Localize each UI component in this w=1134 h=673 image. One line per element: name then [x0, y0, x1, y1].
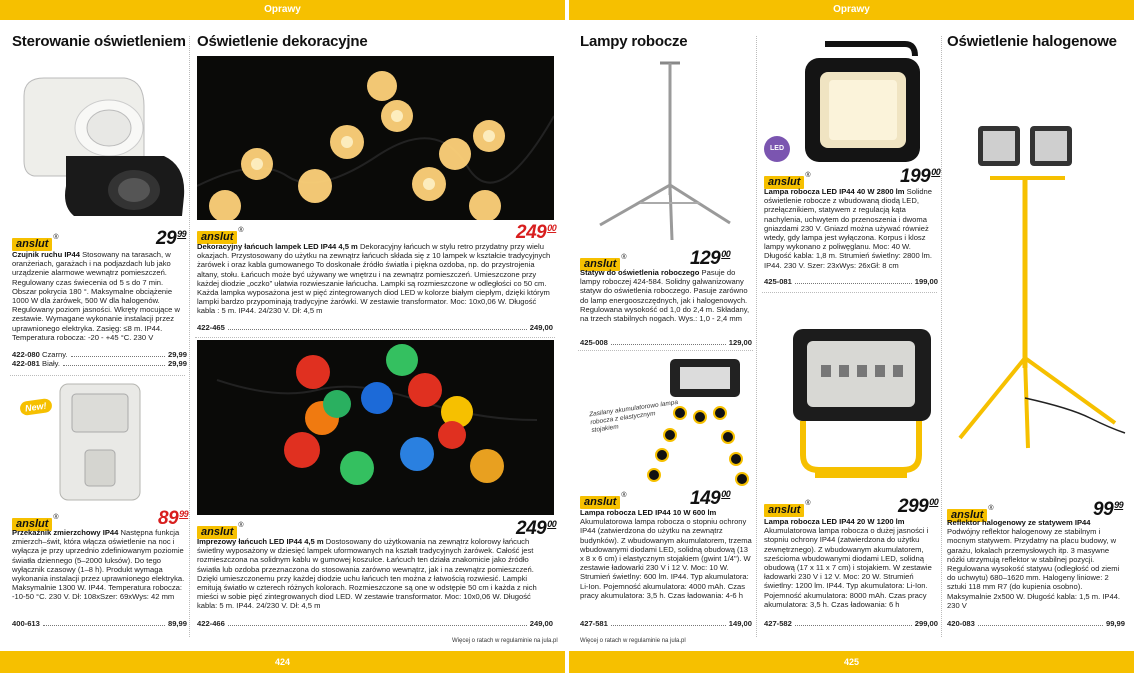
ref-row: 422-081 Biały. 29,99	[12, 359, 187, 369]
footer-bar-left	[0, 651, 565, 673]
brand-logo: anslut®	[580, 492, 627, 510]
price-tag: $249^{00}$	[516, 222, 557, 243]
price-tag: $199^{00}$	[900, 166, 941, 187]
brand-logo: anslut®	[12, 514, 59, 532]
footer-note-left: Więcej o ratach w regulaminie na jula.pl	[452, 638, 558, 644]
page-number-left: 424	[274, 657, 291, 667]
motion-sensor-image	[14, 66, 186, 228]
header-bar-left	[0, 0, 565, 20]
divider	[189, 36, 190, 637]
ref-row: 420-083 99,99	[947, 619, 1125, 628]
brand-logo: anslut®	[764, 172, 811, 190]
halogen-tripod-image	[950, 118, 1130, 458]
led-badge: LED	[764, 136, 790, 162]
ref-row: 422-465 249,00	[197, 323, 553, 332]
footer-note-right: Więcej o ratach w regulaminie na jula.pl	[580, 638, 686, 644]
price-tag: $89^{99}$	[158, 508, 189, 529]
battery-work-lamp-image	[785, 325, 935, 480]
header-label-right: Oprawy	[833, 4, 870, 15]
brand-logo: anslut®	[580, 254, 627, 272]
handwritten-note: Zasilany akumulatorowo lampa robocza z elastycznym stojakiem	[588, 398, 679, 435]
price-tag: $129^{00}$	[690, 248, 731, 269]
ref-row: 422-080 Czarny. 29,99	[12, 350, 187, 359]
brand-logo: anslut®	[12, 234, 59, 252]
section-title-halogen: Oświetlenie halogenowe	[947, 33, 1117, 50]
brand-logo: anslut®	[947, 505, 994, 523]
brand-logo: anslut®	[197, 522, 244, 540]
divider	[756, 36, 757, 637]
ref-row: 422-466 249,00	[197, 619, 553, 628]
product-description: Lampa robocza LED IP44 10 W 600 lm Akumulatorowa lampa robocza o stopniu ochrony IP44 (zatwierdzona do użytku na zewnątrz budynków). Z wbudowanym akumulatorem, trzema wbudowanymi diodami LED, solidną obudową (13 x 8 x 6 cm) i elastycznym stojakiem (gwint 1/4"). W zestawie ładowarki 230 V i 12 V. Moc: 10 W. Strumień świetlny: 600 lm. IP44. Typ akumulatora: Li-Ion. Pojemność akumulatora: 4000 mAh. Czas pracy akumulatora: 3,5 h. Czas ładowania: 4-6 h	[580, 508, 752, 600]
divider	[195, 337, 555, 338]
header-label-left: Oprawy	[264, 4, 301, 15]
price-tag: $299^{00}$	[898, 496, 939, 517]
product-description: Czujnik ruchu IP44 Stosowany na tarasach, w oranżeriach, garażach i na podjazdach lub jako urządzenie alarmowe wewnątrz pomieszczeń. Regulowany czas świecenia od 5 s do 7 min. Obszar pokrycia 180 °. Maksymalne obciążenie 1000 W dla żarówek, 500 W dla halogenów. Regulowany poziom jasności. Wkręty mocujące w zestawie. Wymagane wykonanie instalacji przez uprawnionego elektryka. Zasięg: ≤8 m. IP44. Temperatura robocza: -20 - +45 °C. 230 V	[12, 250, 180, 342]
ref-row: 400-613 89,99	[12, 619, 187, 628]
brand-logo: anslut®	[764, 500, 811, 518]
section-title-decor: Oświetlenie dekoracyjne	[197, 33, 368, 50]
product-description: Lampa robocza LED IP44 20 W 1200 lm Akumulatorowa lampa robocza o dużej jasności i stopniu ochrony IP44 (zatwierdzona do użytku zewnętrznego). Z wbudowanym akumulatorem, sześcioma wbudowanymi diodami LED, solidną obudową (17 x 11 x 7 cm) i stojakiem. W zestawie ładowarki 230 V i 12 V. Moc: 20 W. Strumień świetlny: 1200 lm. IP44. Typ akumulatora: Li-Ion. Pojemność akumulatora: 8000 mAh. Czas pracy akumulatora: 3,5 h. Czas ładowania: 6 h	[764, 517, 932, 609]
price-tag: $149^{00}$	[690, 488, 731, 509]
product-description: Statyw do oświetlenia roboczego Pasuje do lampy roboczej 424-584. Solidny galwanizowany statyw do oświetlenia roboczego. Pasuje zarówno do lamp energooszczędnych, jak i halogenowych. Regulowana wysokość od 1,0 do 2,4 m. Składany, na trzech stabilnych nogach. Wys.: 1,0 - 2,4 mm	[580, 268, 750, 324]
product-description: Reflektor halogenowy ze statywem IP44 Podwójny reflektor halogenowy ze stabilnym i mocnym statywem. Przydatny na placu budowy, w garażu, lokalach przemysłowych itp. 3 masywne nóżki utrzymują reflektor w stabilnej pozycji. Regulowana wysokość statywu (odległość od ziemi do uchwytu) 680–1620 mm. Halogeny liniowe: 2 sztuki 118 mm R7 (do kupienia osobno). Maksymalnie 2x500 W. Długość kabla: 1,5 m. IP44. 230 V	[947, 518, 1121, 610]
product-refs	[12, 350, 187, 368]
header-bar-right	[569, 0, 1134, 20]
divider	[762, 292, 937, 293]
price-tag: $29^{99}$	[156, 228, 187, 249]
tripod-stand-image	[590, 55, 740, 245]
page-number-right: 425	[843, 657, 860, 667]
price-tag: $249^{00}$	[516, 518, 557, 539]
colored-light-chain-image	[197, 340, 554, 515]
divider	[941, 36, 942, 637]
new-badge: New!	[19, 398, 52, 416]
brand-logo: anslut®	[197, 227, 244, 245]
section-title-work: Lampy robocze	[580, 33, 688, 50]
ref-row: 427-582 299,00	[764, 619, 938, 628]
product-description: Imprezowy łańcuch LED IP44 4,5 m Dostosowany do użytkowania na zewnątrz kolorowy łańcuch świetlny wyposażony w dziesięć lampek uformowanych na kształt tradycyjnych żarówek. Całość jest rozmieszczona na solidnym kablu w gumowej koszulce. Łańcuch ten działa znakomicie jako źródło światła lub ozdoba przeznaczona do stosowania zarówno wewnątrz, jak i na zewnątrz pomieszczeń. Dzięki umieszczonemu przy każdej diodzie uchu łańcuch ten można z łatwością rozwiesić. Lampki emitują światło w czterech różnych kolorach. Rozmieszczone są one w odstępie 50 cm i każda z nich mieści w sobie pięć zintegrowanych diod LED. W zestawie transformator. Moc: 10x0,06 W. Długość kabla: 5 m. IP44. 24/230 V. Dł: 4,5 m	[197, 537, 537, 611]
footer-bar-right	[569, 651, 1134, 673]
warm-light-chain-image	[197, 56, 554, 220]
ref-row: 425-008 129,00	[580, 338, 752, 347]
ref-row: 425-081 199,00	[764, 277, 938, 286]
price-tag: $99^{99}$	[1093, 499, 1124, 520]
product-description: Przekaźnik zmierzchowy IP44 Następna funkcja zmierzch–świt, która włącza oświetlenie na noc i wyłącza je przy uprzednio zdefiniowanym poziomie światła dziennego (5–2000 luksów). Do tego wyłącznik czasowy (1–8 h). Produkt wymaga wykonania instalacji przez uprawnionego elektryka. Maksymalnie 1300 W. IP44. Temperatura robocza: -10-50 °C. 230 V. Dł: 108xSzer: 69xWys: 42 mm	[12, 528, 185, 602]
divider	[10, 375, 185, 376]
product-description: Dekoracyjny łańcuch lampek LED IP44 4,5 m Dekoracyjny łańcuch w stylu retro przydatny przy wielu okazjach. Przystosowany do użytku na zewnątrz łańcuch składa się z 10 lampek w kształcie tradycyjnych żarówek i oraz kabla gumowanego To doskonałe źródło światła i piękna ozdoba, np. do przystrojenia altany, stołu. Łańcuch może być używany we wnętrzu i na zewnątrz pomieszczeń. Umieszczone przy każdej diodzie „oczko” ułatwia rozwieszanie łańcucha. Lampki są rozmieszczone w odległości co 50 cm. Każda lampka wyposażona jest w pięć zintegrowanych diod LED w kolorze białym ciepłym, dzięki którym lampki bardzo przypominają tradycyjne żarówki. W zestawie transformator. Moc: 10x0,06 W. Długość kabla : 5 m. IP44. 24/230 V. Dł: 4,5 m	[197, 242, 551, 316]
led-work-lamp-image	[795, 36, 935, 171]
section-title-control: Sterowanie oświetleniem	[12, 33, 186, 50]
ref-row: 427-581 149,00	[580, 619, 752, 628]
product-description: Lampa robocza LED IP44 40 W 2800 lm Solidne oświetlenie robocze z wbudowaną diodą LED, przełącznikiem, statywem z regulacją kąta nachylenia, uchwytem do przenoszenia i dwoma gniazdami 230 V. Gniazd można używać również wtedy, gdy lampa jest wyłączona. Korpus i klosz lampy wykonano z poliwęglanu. Moc: 40 W. Długość kabla: 1,8 m. Strumień świetlny: 2800 lm. IP44. 230 V. Szer: 23xWys: 26xGł: 8 cm	[764, 187, 933, 270]
divider	[578, 350, 753, 351]
